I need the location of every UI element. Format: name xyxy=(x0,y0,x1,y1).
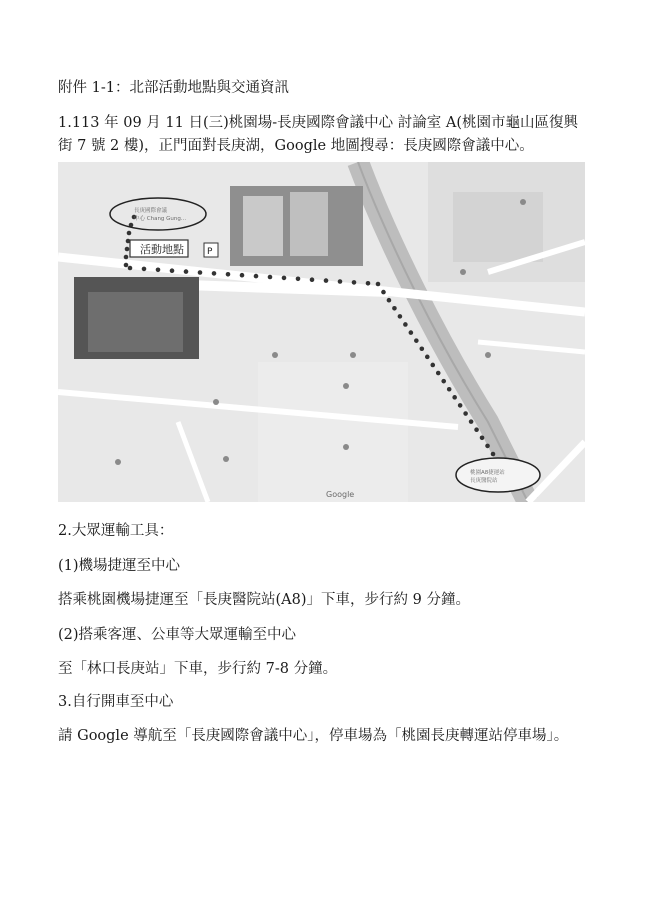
route-dot xyxy=(441,379,446,384)
route-dot xyxy=(198,270,203,275)
route-dot xyxy=(282,276,287,281)
route-dot xyxy=(458,403,463,408)
route-dot xyxy=(398,314,403,319)
map-origin-label-1: 長庚國際會議 xyxy=(134,208,168,214)
parking-label: P xyxy=(207,247,213,257)
route-dot xyxy=(254,274,259,279)
item1-line2: 街 7 號 2 樓)，正門面對長庚湖，Google 地圖搜尋：長庚國際會議中心。 xyxy=(58,138,534,154)
item1-line1: 1.113 年 09 月 11 日(三)桃園場-長庚國際會議中心 討論室 A(桃園市龜山區復興 xyxy=(58,115,579,131)
route-dot xyxy=(156,268,161,273)
document-heading: 附件 1-1：北部活動地點與交通資訊 xyxy=(58,80,289,96)
route-dot xyxy=(463,411,468,416)
route-dot xyxy=(128,266,133,271)
route-dot xyxy=(436,371,441,376)
route-dot xyxy=(226,272,231,277)
route-dot xyxy=(409,330,414,335)
route-dot xyxy=(381,290,386,295)
route-dot xyxy=(452,395,457,400)
sub1-text: 搭乘桃園機場捷運至「長庚醫院站(A8)」下車，步行約 9 分鐘。 xyxy=(58,592,470,608)
sub2-title: (2)搭乘客運、公車等大眾運輸至中心 xyxy=(58,627,297,643)
sub2-text: 至「林口長庚站」下車，步行約 7-8 分鐘。 xyxy=(58,661,338,677)
route-dot xyxy=(485,444,490,449)
section3-heading: 3.自行開車至中心 xyxy=(58,694,174,710)
map-origin-label-2: 中心 Chang Gung... xyxy=(134,216,187,222)
route-dot xyxy=(338,279,343,284)
route-dot xyxy=(296,277,301,282)
route-dot xyxy=(447,387,452,392)
map-station-label-2: 長庚醫院站 xyxy=(470,478,498,484)
location-map xyxy=(58,162,585,502)
route-dot xyxy=(420,346,425,351)
route-dot xyxy=(469,419,474,424)
route-dot xyxy=(142,267,147,272)
route-dot xyxy=(212,271,217,276)
route-dot xyxy=(184,269,189,274)
route-dot xyxy=(430,363,435,368)
route-dot xyxy=(170,268,175,273)
venue-label: 活動地點 xyxy=(140,243,184,256)
map-station-label-1: 桃園A8捷運站 xyxy=(470,470,505,476)
route-dot xyxy=(491,452,496,457)
route-dot xyxy=(474,427,479,432)
route-dot xyxy=(268,275,273,280)
sub1-title: (1)機場捷運至中心 xyxy=(58,558,181,574)
map-google-label: Google xyxy=(326,490,355,499)
route-dot xyxy=(324,278,329,283)
route-dot xyxy=(414,338,419,343)
route-dot xyxy=(310,277,315,282)
route-dot xyxy=(366,281,371,286)
route-dot xyxy=(352,280,357,285)
route-dot xyxy=(392,306,397,311)
route-dot xyxy=(480,436,485,441)
route-dot xyxy=(425,355,430,360)
route-dot xyxy=(403,322,408,327)
route-dot xyxy=(376,282,381,287)
route-dot xyxy=(240,273,245,278)
section3-text: 請 Google 導航至「長庚國際會議中心」，停車場為「桃園長庚轉運站停車場」。 xyxy=(58,728,569,744)
section2-heading: 2.大眾運輸工具： xyxy=(58,523,174,539)
route-dot xyxy=(387,298,392,303)
